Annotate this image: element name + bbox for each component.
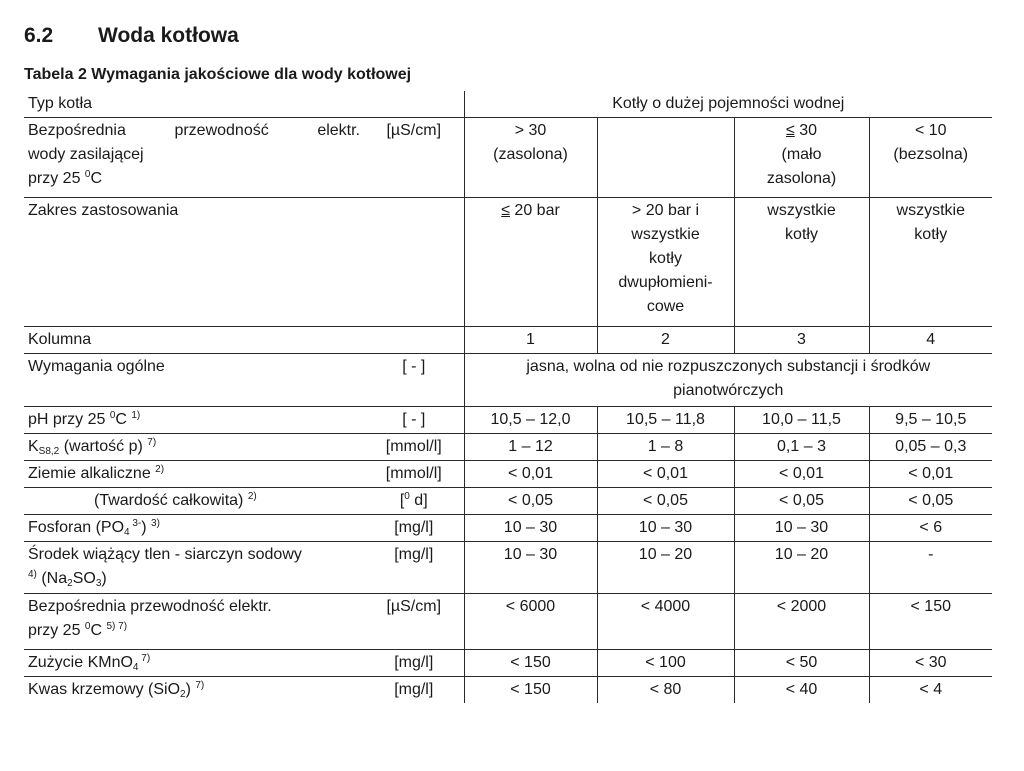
value-cell: 10 – 20 [734, 542, 869, 594]
value-cell: < 40 [734, 677, 869, 704]
value-cell: 10 – 30 [597, 515, 734, 542]
section-heading [24, 24, 239, 48]
row-label: Fosforan ($PO_4$ $^{3-}$) $^{3)}$ [28, 518, 160, 538]
value-cell: < 0,05 [464, 488, 597, 515]
section-number: 6.2 [24, 24, 54, 47]
value-cell: < 0,01 [597, 461, 734, 488]
row-label: $K_{S8,2}$ (wartość p) $^{7)}$ [28, 437, 157, 457]
row-label: Zużycie KMnO$_4$ $^{7)}$ [28, 653, 151, 673]
value-cell: > 30 (zasolona) [464, 118, 597, 198]
value-cell: 10 – 30 [734, 515, 869, 542]
value-cell: < 0,01 [734, 461, 869, 488]
value-cell: < 0,05 [734, 488, 869, 515]
value-cell: 4 [869, 327, 992, 354]
unit-cell [364, 198, 464, 327]
table-row [24, 407, 992, 434]
unit-cell: [ - ] [402, 358, 426, 375]
value-cell: 1 – 12 [464, 434, 597, 461]
table-row [24, 327, 992, 354]
value-cell: < 4 [869, 677, 992, 704]
value-cell: < 0,01 [869, 461, 992, 488]
value-cell: < 0,01 [464, 461, 597, 488]
value-cell: 10 – 30 [464, 515, 597, 542]
table-row [24, 488, 992, 515]
header-group: Kotły o dużej pojemności wodnej [464, 91, 992, 118]
row-label: Ziemie alkaliczne $^{2)}$ [28, 464, 165, 482]
table-row [24, 650, 992, 677]
value-cell: jasna, wolna od nie rozpuszczonych substancji i środków pianotwórczych [464, 354, 992, 407]
table-row [24, 542, 992, 594]
value-cell: < 80 [597, 677, 734, 704]
table-row [24, 594, 992, 650]
unit-cell: [$^0$ d] [399, 491, 428, 509]
value-cell: 0,05 – 0,3 [869, 434, 992, 461]
row-label: Bezpośrednia przewodność elektr. przy 25 $^0$C $^{5) 7)}$ [28, 598, 272, 639]
row-label: Kolumna [28, 331, 92, 348]
unit-cell: [mmol/l] [385, 438, 442, 455]
row-label: pH przy 25 $^0$C $^{1)}$ [28, 410, 141, 428]
value-cell: 9,5 – 10,5 [869, 407, 992, 434]
boiler-water-requirements-table [24, 91, 992, 703]
value-cell: wszystkie kotły [869, 198, 992, 327]
value-cell: wszystkie kotły [734, 198, 869, 327]
table-row [24, 198, 992, 327]
unit-cell: [mg/l] [394, 546, 434, 563]
unit-cell: [µS/cm] [386, 122, 442, 139]
row-label: Wymagania ogólne [28, 358, 165, 375]
table-row [24, 515, 992, 542]
value-cell: < 100 [597, 650, 734, 677]
value-cell: < 4000 [597, 594, 734, 650]
value-cell: - [869, 542, 992, 594]
value-cell: < 150 [869, 594, 992, 650]
value-cell: 10,0 – 11,5 [734, 407, 869, 434]
value-cell: 10 – 20 [597, 542, 734, 594]
value-cell: < 6 [869, 515, 992, 542]
row-label: Bezpośrednia przewodność elektr. wody zasilającej przy 25 $^0$C [28, 122, 360, 187]
value-cell: < 50 [734, 650, 869, 677]
value-cell: 2 [597, 327, 734, 354]
value-cell: < 0,05 [869, 488, 992, 515]
value-cell: ≤ 20 bar [464, 198, 597, 327]
value-cell: > 20 bar i wszystkie kotły dwupłomieni- cowe [597, 198, 734, 327]
table-row [24, 677, 992, 704]
value-cell: < 30 [869, 650, 992, 677]
table-row [24, 118, 992, 198]
row-label: (Twardość całkowita) $^{2)}$ [94, 491, 257, 509]
value-cell: < 0,05 [597, 488, 734, 515]
unit-cell [364, 327, 464, 354]
unit-cell: [mg/l] [394, 681, 434, 698]
value-cell: 1 [464, 327, 597, 354]
table-row [24, 434, 992, 461]
row-label: Środek wiążący tlen - siarczyn sodowy $^{4)}$ $(Na_2SO_3)$ [28, 546, 302, 589]
row-label: Kwas krzemowy (SiO$_2$) $^{7)}$ [28, 680, 205, 700]
value-cell: 3 [734, 327, 869, 354]
value-cell [597, 118, 734, 198]
value-cell: 1 – 8 [597, 434, 734, 461]
unit-cell: [µS/cm] [386, 598, 442, 615]
value-cell: < 150 [464, 677, 597, 704]
unit-cell: [mmol/l] [385, 465, 442, 482]
unit-cell: [mg/l] [394, 654, 434, 671]
value-cell: 10,5 – 12,0 [464, 407, 597, 434]
value-cell: 10,5 – 11,8 [597, 407, 734, 434]
value-cell: < 6000 [464, 594, 597, 650]
table-row [24, 354, 992, 407]
value-cell: 10 – 30 [464, 542, 597, 594]
unit-cell: [mg/l] [394, 519, 434, 536]
header-boiler-type: Typ kotła [28, 95, 93, 112]
value-cell: < 2000 [734, 594, 869, 650]
value-cell: ≤ 30 (mało zasolona) [734, 118, 869, 198]
unit-cell: [ - ] [402, 411, 426, 428]
value-cell: < 150 [464, 650, 597, 677]
section-title: Woda kotłowa [98, 24, 239, 47]
table-row [24, 461, 992, 488]
row-label: Zakres zastosowania [28, 202, 179, 219]
value-cell: 0,1 – 3 [734, 434, 869, 461]
value-cell: < 10 (bezsolna) [869, 118, 992, 198]
table-caption: Tabela 2 Wymagania jakościowe dla wody kotłowej [24, 66, 412, 83]
table-row [24, 91, 992, 118]
